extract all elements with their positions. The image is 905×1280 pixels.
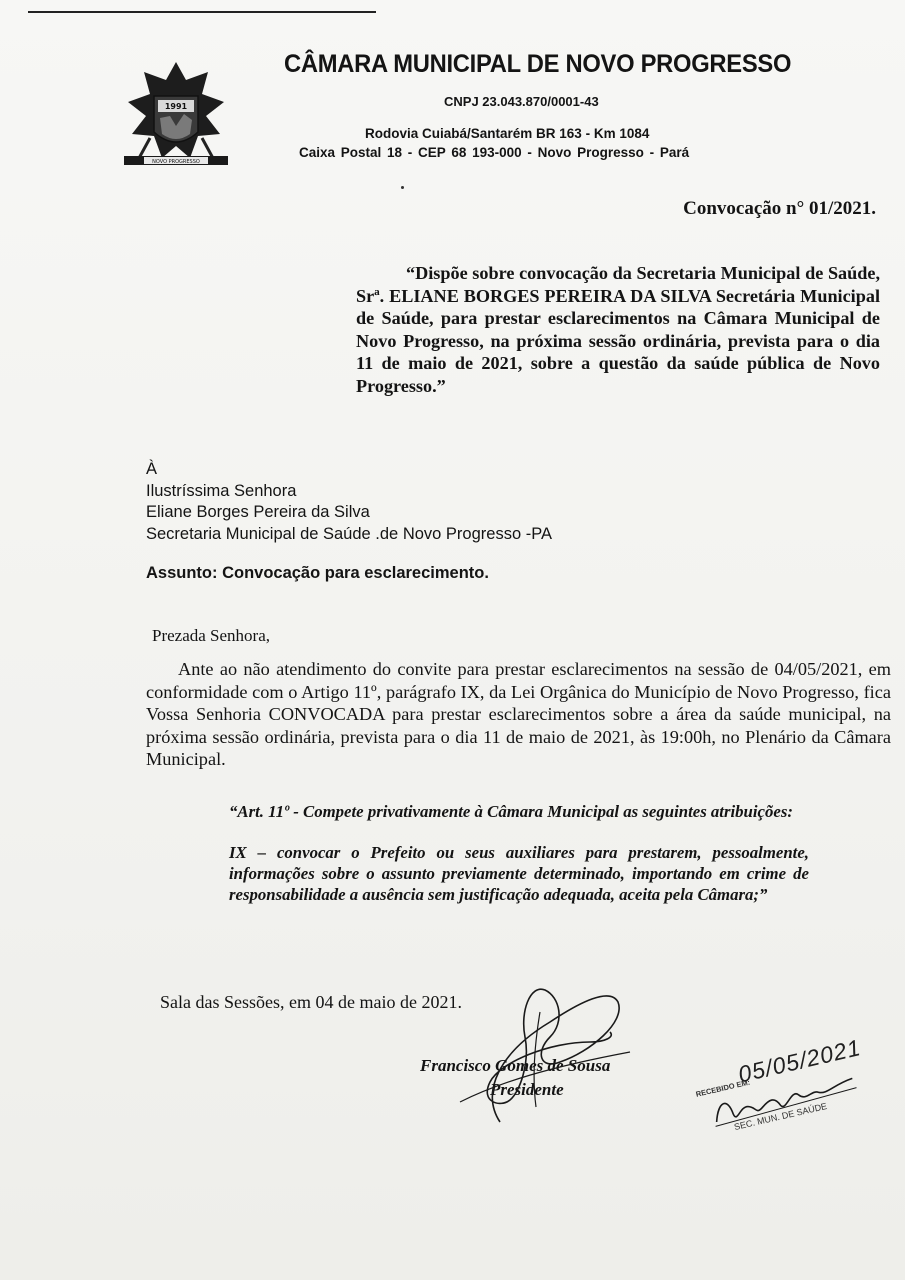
receipt-stamp-label: RECEBIDO EM: (694, 1077, 751, 1099)
top-rule (28, 11, 376, 13)
receipt-stamp (682, 1014, 871, 1161)
salutation: Prezada Senhora, (152, 626, 271, 645)
handwritten-signature (440, 982, 640, 1127)
svg-text:1991: 1991 (164, 102, 188, 111)
institution-address-line2: Caixa Postal 18 - CEP 68 193-000 - Novo Progresso - Pará (299, 145, 690, 160)
receipt-stamp-date: 05/05/2021 (735, 1034, 864, 1088)
quote-article: “Art. 11º - Compete privativamente à Câmara Municipal as seguintes atribuições: (229, 802, 793, 821)
subject-line: Assunto: Convocação para esclarecimento. (146, 564, 489, 582)
municipal-crest (120, 60, 232, 175)
body-paragraph-text: Ante ao não atendimento do convite para prestar esclarecimentos na sessão de 04/05/2021, em conformidade com o Artigo 11º, parágrafo IX, da Lei Orgânica do Município de Novo Progresso, fica Vossa Senhoria CONVOCADA para prestar esclarecimentos sobre a área da saúde municipal, na próxima sessão ordinária, prevista para o dia 11 de maio de 2021, às 19:00h, no Plenário da Câmara Municipal. (146, 659, 891, 769)
institution-title: CÂMARA MUNICIPAL DE NOVO PROGRESSO (284, 50, 792, 78)
addressee-line: Secretaria Municipal de Saúde .de Novo Progresso -PA (146, 524, 552, 543)
signer-name: Francisco Gomes de Sousa (420, 1056, 611, 1075)
addressee-block (146, 459, 552, 545)
svg-text:NOVO PROGRESSO: NOVO PROGRESSO (152, 159, 200, 165)
institution-cnpj: CNPJ 23.043.870/0001-43 (444, 94, 599, 109)
body-paragraph (146, 658, 891, 771)
addressee-line: À (146, 460, 158, 478)
speck (401, 186, 404, 189)
receipt-stamp-department: SEC. MUN. DE SAÚDE (733, 1100, 828, 1133)
addressee-line: Eliane Borges Pereira da Silva (146, 503, 370, 521)
legal-quote (229, 801, 809, 925)
document-number: Convocação n° 01/2021. (683, 198, 876, 219)
quote-item: IX – convocar o Prefeito ou seus auxiliares para prestarem, pessoalmente, informações sobre o assunto previamente determinado, importando em crime de responsabilidade a ausência sem justificação adequada, aceita pela Câmara;” (229, 843, 809, 904)
institution-address-line1: Rodovia Cuiabá/Santarém BR 163 - Km 1084 (365, 126, 650, 141)
place-date: Sala das Sessões, em 04 de maio de 2021. (160, 992, 462, 1012)
ementa-text: “Dispõe sobre convocação da Secretaria Municipal de Saúde, Srª. ELIANE BORGES PEREIRA DA SILVA Secretária Municipal de Saúde, para prestar esclarecimentos na Câmara Municipal de Novo Progresso, na próxima sessão ordinária, prevista para o dia 11 de maio de 2021, sobre a questão da saúde pública de Novo Progresso.” (356, 263, 880, 396)
signer-role: Presidente (490, 1080, 564, 1099)
addressee-line: Ilustríssima Senhora (146, 481, 297, 500)
ementa-block (356, 262, 880, 397)
